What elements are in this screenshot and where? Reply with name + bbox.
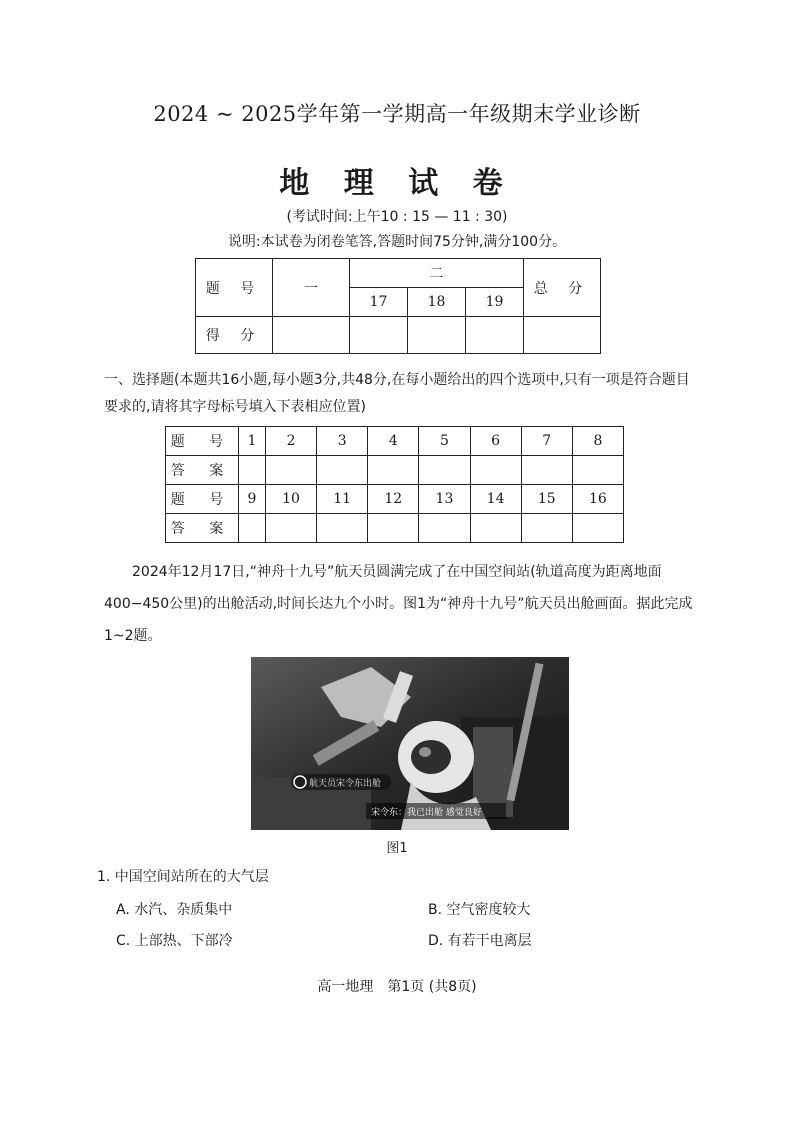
score-sub-17: 17 [350, 288, 408, 317]
page-footer: 高一地理 第1页 (共8页) [317, 979, 477, 995]
score-sub-18: 18 [408, 288, 466, 317]
answer-a-label: 答 案 [166, 514, 239, 543]
score-cell[interactable] [350, 317, 408, 354]
answer-q-number: 11 [317, 485, 368, 514]
answer-cell[interactable] [470, 456, 521, 485]
score-total-label: 总 分 [524, 259, 601, 317]
answer-cell[interactable] [368, 456, 419, 485]
answer-cell[interactable] [317, 456, 368, 485]
question-1-option-b[interactable]: B. 空气密度较大 [428, 902, 531, 918]
answer-q-number: 14 [470, 485, 521, 514]
score-cell[interactable] [466, 317, 524, 354]
answer-cell[interactable] [521, 514, 572, 543]
answer-cell[interactable] [419, 456, 470, 485]
answer-q-number: 5 [419, 427, 470, 456]
answer-cell[interactable] [317, 514, 368, 543]
exam-title: 2024 ~ 2025学年第一学期高一年级期末学业诊断 [153, 102, 641, 126]
score-sub-19: 19 [466, 288, 524, 317]
answer-q-label: 题 号 [166, 485, 239, 514]
answer-q-number: 2 [265, 427, 316, 456]
answer-cell[interactable] [239, 514, 266, 543]
astronaut-photo-illustration [251, 657, 569, 830]
score-part-2: 二 [350, 259, 524, 288]
answer-q-number: 13 [419, 485, 470, 514]
score-part-1: 一 [273, 259, 350, 317]
photo-subtitle: 宋令东：我已出舱 感觉良好 [371, 808, 482, 818]
answer-cell[interactable] [572, 456, 623, 485]
subject-title: 地 理 试 卷 [279, 166, 515, 201]
score-row-label: 题 号 [196, 259, 273, 317]
answer-q-label: 题 号 [166, 427, 239, 456]
score-label: 得 分 [196, 317, 273, 354]
answer-q-number: 8 [572, 427, 623, 456]
score-cell[interactable] [524, 317, 601, 354]
answer-q-number: 3 [317, 427, 368, 456]
answer-q-number: 15 [521, 485, 572, 514]
answer-cell[interactable] [265, 514, 316, 543]
answer-q-number: 6 [470, 427, 521, 456]
answer-q-number: 9 [239, 485, 266, 514]
score-cell[interactable] [273, 317, 350, 354]
answer-q-number: 7 [521, 427, 572, 456]
score-table [195, 258, 601, 354]
answer-cell[interactable] [419, 514, 470, 543]
section1-intro: 一、选择题(本题共16小题,每小题3分,共48分,在每小题给出的四个选项中,只有一项是符合题目要求的,请将其字母标号填入下表相应位置) [104, 372, 690, 415]
answer-cell[interactable] [470, 514, 521, 543]
answer-q-number: 12 [368, 485, 419, 514]
answer-q-number: 10 [265, 485, 316, 514]
answer-a-label: 答 案 [166, 456, 239, 485]
answer-table [165, 426, 624, 543]
passage-text: 2024年12月17日,“神舟十九号”航天员圆满完成了在中国空间站(轨道高度为距离地面400−450公里)的出舱活动,时间长达九个小时。图1为“神舟十九号”航天员出舱画面。据此完成1~2题。 [104, 564, 693, 644]
answer-cell[interactable] [521, 456, 572, 485]
question-1-stem: 1. 中国空间站所在的大气层 [97, 869, 269, 885]
figure-caption: 图1 [386, 841, 408, 856]
score-cell[interactable] [408, 317, 466, 354]
answer-cell[interactable] [239, 456, 266, 485]
answer-q-number: 1 [239, 427, 266, 456]
exam-note: 说明:本试卷为闭卷笔答,答题时间75分钟,满分100分。 [227, 234, 567, 250]
answer-cell[interactable] [265, 456, 316, 485]
answer-q-number: 16 [572, 485, 623, 514]
answer-q-number: 4 [368, 427, 419, 456]
question-1-option-a[interactable]: A. 水汽、杂质集中 [116, 902, 233, 918]
question-1-option-d[interactable]: D. 有若干电离层 [428, 933, 532, 949]
question-1-option-c[interactable]: C. 上部热、下部冷 [116, 933, 233, 949]
photo-overlay-label: 航天员宋令东出舱 [309, 779, 382, 789]
answer-cell[interactable] [572, 514, 623, 543]
answer-cell[interactable] [368, 514, 419, 543]
astronaut-photo [251, 657, 569, 830]
exam-time: (考试时间:上午10 : 15 — 11 : 30) [286, 209, 508, 225]
